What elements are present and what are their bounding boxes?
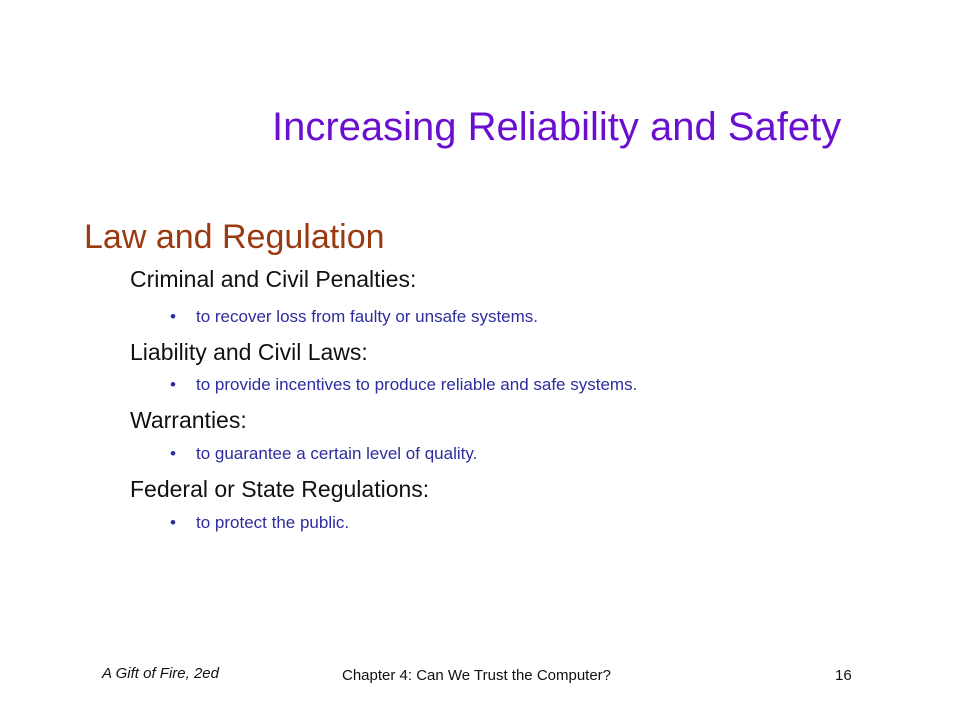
bullet-text: to provide incentives to produce reliable and safe systems. (196, 375, 638, 394)
bullet-item (170, 306, 538, 328)
bullet-item (170, 443, 477, 465)
bullet-text: to guarantee a certain level of quality. (196, 444, 478, 463)
slide-title: Increasing Reliability and Safety (272, 105, 842, 149)
bullet-icon: • (170, 375, 176, 394)
bullet-icon: • (170, 513, 176, 532)
bullet-icon: • (170, 444, 176, 463)
item-label-warranties: Warranties: (130, 407, 247, 433)
item-label-criminal-civil-penalties: Criminal and Civil Penalties: (130, 266, 417, 292)
bullet-text: to recover loss from faulty or unsafe systems. (196, 307, 539, 326)
bullet-text: to protect the public. (196, 513, 350, 532)
item-label-liability-civil-laws: Liability and Civil Laws: (130, 339, 368, 365)
section-heading: Law and Regulation (84, 218, 385, 256)
item-label-federal-state-regulations: Federal or State Regulations: (130, 476, 430, 502)
bullet-item (170, 374, 637, 396)
footer-page-number: 16 (835, 667, 852, 684)
bullet-item (170, 512, 349, 534)
footer-chapter: Chapter 4: Can We Trust the Computer? (342, 667, 612, 684)
footer-book-title: A Gift of Fire, 2ed (102, 665, 219, 682)
bullet-icon: • (170, 307, 176, 326)
